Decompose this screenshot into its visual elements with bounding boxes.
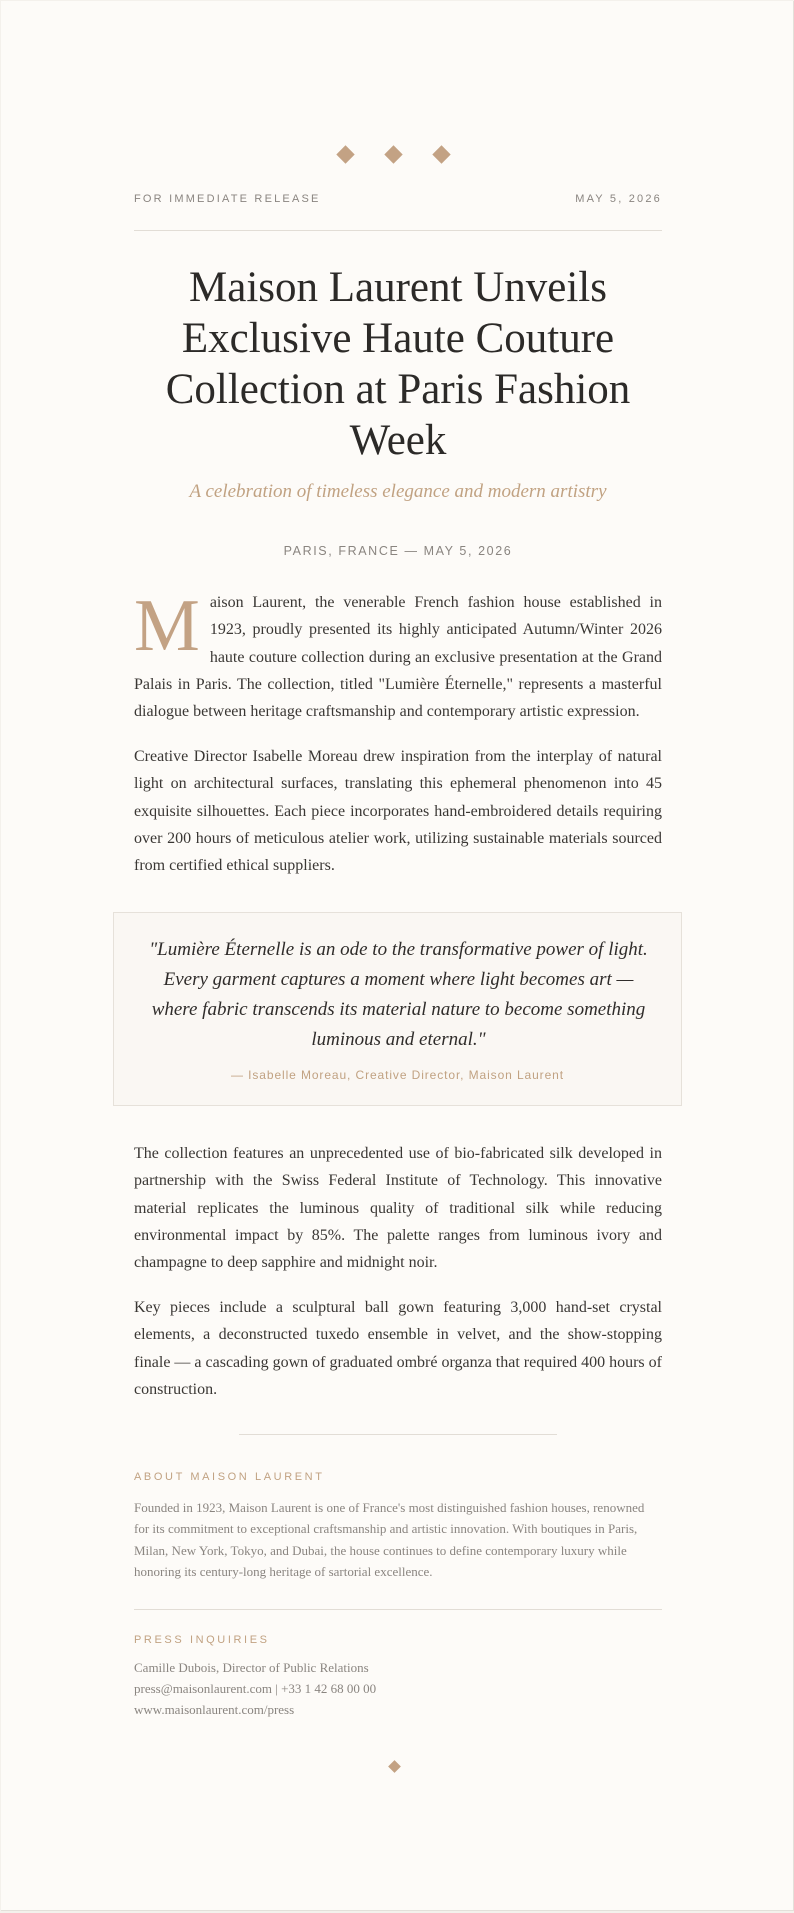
press-website-link[interactable]: www.maisonlaurent.com/press (134, 1702, 295, 1717)
dateline: PARIS, FRANCE — MAY 5, 2026 (283, 544, 513, 558)
paragraph-text: aison Laurent, the venerable French fashion house established in 1923, proudly presented its highly anticipated Autumn/Winter 2026 haute couture collection during an exclusive presentation at the Grand Palais in Paris. The collection, titled "Lumière Éternelle," represents a masterful dialogue between heritage craftsmanship and contemporary artistic expression. (134, 594, 662, 721)
about-heading: ABOUT MAISON LAURENT (134, 1471, 325, 1483)
press-contact: Camille Dubois, Director of Public Relations (134, 1660, 369, 1675)
press-email-phone[interactable]: press@maisonlaurent.com | +33 1 42 68 00 00 (134, 1681, 377, 1696)
divider (134, 230, 662, 231)
body-paragraph-1 (134, 585, 662, 725)
press-heading: PRESS INQUIRIES (134, 1634, 270, 1646)
page-subtitle: A celebration of timeless elegance and modern artistry (189, 481, 607, 502)
divider (134, 1609, 662, 1610)
release-meta (134, 193, 662, 205)
drop-cap: M (134, 585, 200, 667)
about-text: Founded in 1923, Maison Laurent is one of France's most distinguished fashion houses, renowned for its commitment to exceptional craftsmanship and artistic innovation. With boutiques in Paris, Milan, New York, Tokyo, and Dubai, the house continues to define contemporary luxury while honoring its century-long heritage of sartorial excellence. (134, 1500, 645, 1579)
release-label: FOR IMMEDIATE RELEASE (134, 193, 321, 205)
diamond-icon (432, 145, 450, 163)
body-paragraph-2: Creative Director Isabelle Moreau drew inspiration from the interplay of natural light on architectural surfaces, translating this ephemeral phenomenon into 45 exquisite silhouettes. Each piece incorporates hand-embroidered details requiring over 200 hours of meticulous atelier work, utilizing sustainable materials sourced from certified ethical suppliers. (134, 748, 662, 875)
diamond-icon (384, 145, 402, 163)
header-ornament (1, 144, 793, 166)
diamond-icon (388, 1760, 401, 1773)
page-title: Maison Laurent Unveils Exclusive Haute Couture Collection at Paris Fashion Week (165, 264, 631, 464)
press-release-page (1, 1, 794, 1911)
diamond-icon (336, 145, 354, 163)
body-paragraph-4: Key pieces include a sculptural ball gown featuring 3,000 hand-set crystal elements, a deconstructed tuxedo ensemble in velvet, and the show-stopping finale — a cascading gown of graduated ombré organza that required 400 hours of construction. (134, 1299, 662, 1398)
divider (239, 1434, 557, 1435)
quote-text: "Lumière Éternelle is an ode to the transformative power of light. Every garment captures a moment where light becomes art — where fabric transcends its material nature to become something luminous and eternal." (149, 939, 648, 1050)
body-paragraph-3: The collection features an unprecedented use of bio-fabricated silk developed in partnership with the Swiss Federal Institute of Technology. This innovative material replicates the luminous quality of traditional silk while reducing environmental impact by 85%. The palette ranges from luminous ivory and champagne to deep sapphire and midnight noir. (134, 1145, 662, 1272)
quote-attribution: — Isabelle Moreau, Creative Director, Maison Laurent (231, 1068, 564, 1082)
pull-quote (113, 912, 682, 1106)
release-date: MAY 5, 2026 (575, 193, 662, 205)
